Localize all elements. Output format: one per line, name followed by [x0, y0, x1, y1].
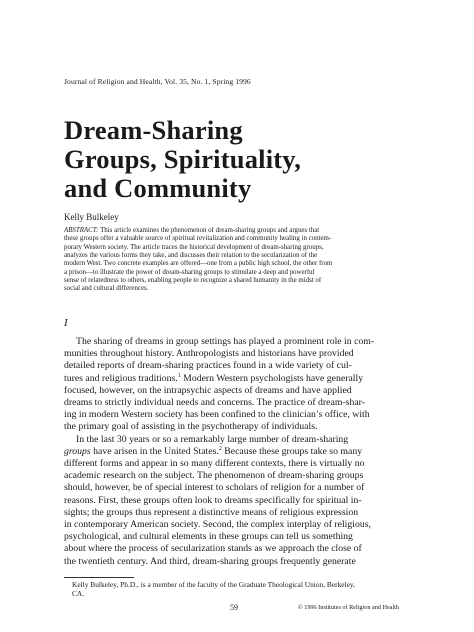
footnote-line: CA.	[72, 589, 85, 598]
body-line: the primary goal of assisting in the psychotherapy of individuals.	[64, 421, 318, 433]
body-line: the twentieth century. And third, dream-sharing groups frequently generate	[64, 555, 356, 567]
body-line: dreams to strictly individual needs and concerns. The practice of dream-shar-	[64, 397, 365, 409]
abstract-line: a prison—to illustrate the power of dream-sharing groups to stimulate a deep and powerful	[64, 268, 315, 276]
article-title	[64, 116, 424, 203]
author-name: Kelly Bulkeley	[64, 212, 119, 222]
footnote-ref[interactable]: 1	[177, 372, 181, 379]
body-line: tures and religious traditions.$^1$ Modern Western psychologists have generally	[64, 372, 364, 384]
body-line: The sharing of dreams in group settings has played a prominent role in com-	[76, 336, 375, 347]
body-line: focused, however, on the intrapsychic aspects of dreams and have applied	[64, 384, 352, 396]
journal-citation: Journal of Religion and Health, Vol. 35, No. 1, Spring 1996	[64, 77, 251, 86]
body-line: different forms and appear in so many different contexts, there is virtually no	[64, 458, 365, 470]
abstract-line: analyzes the various forms they take, and discusses their relation to the secularization of the	[64, 252, 318, 260]
body-line: reasons. First, these groups often look to dreams specifically for spiritual in-	[64, 494, 362, 506]
body-line: in contemporary American society. Second, the complex interplay of religious,	[64, 519, 371, 531]
abstract-line: social and cultural differences.	[64, 285, 149, 293]
body-line: groups have arisen in the United States.$^2$ Because these groups take so many	[64, 445, 363, 457]
body-line: munities throughout history. Anthropologists and historians have provided	[64, 348, 354, 360]
body-line: sights; the groups thus represent a distinctive means of religious expression	[64, 506, 359, 518]
author-footnote	[64, 580, 416, 598]
footnote-ref[interactable]: 2	[218, 445, 222, 452]
title-line-2: Groups, Spirituality,	[64, 144, 302, 174]
abstract-label: ABSTRACT:	[64, 227, 99, 234]
copyright-notice: © 1996 Institutes of Religion and Health	[298, 604, 399, 611]
body-text	[64, 336, 424, 568]
title-line-1: Dream-Sharing	[64, 115, 243, 145]
body-line: In the last 30 years or so a remarkably large number of dream-sharing	[76, 433, 349, 445]
title-line-3: and Community	[64, 173, 252, 203]
body-line: academic research on the subject. The phenomenon of dream-sharing groups	[64, 470, 364, 482]
body-line: ing in modern Western society has been confined to the clinician’s office, with	[64, 409, 370, 421]
body-line: should, however, be of special interest to scholars of religion for a number of	[64, 482, 365, 494]
page-number: 59	[230, 603, 238, 612]
body-line: detailed reports of dream-sharing practices found in a wide variety of cul-	[64, 360, 352, 372]
abstract-line: modern West. Two concrete examples are offered—one from a public high school, the other from	[64, 260, 333, 268]
body-line: psychological, and cultural elements in these groups can tell us something	[64, 531, 353, 543]
emphasis-groups: groups	[64, 445, 91, 457]
abstract-line: these groups offer a valuable source of spiritual revitalization and community healing in contem-	[64, 235, 332, 243]
body-line: about where the process of secularization stands as we approach the close of	[64, 543, 362, 555]
footnote-divider	[64, 577, 134, 578]
abstract-line: sense of relatedness to others, enabling people to recognize a shared humanity in the midst of	[64, 277, 322, 285]
footnote-line: Kelly Bulkeley, Ph.D., is a member of the faculty of the Graduate Theological Union, Berkeley,	[72, 580, 355, 589]
abstract	[64, 227, 416, 294]
section-heading: I	[64, 317, 68, 329]
abstract-line: ABSTRACT: This article examines the phenomenon of dream-sharing groups and argues that	[64, 227, 320, 234]
abstract-line: porary Western society. The article traces the historical development of dream-sharing groups,	[64, 243, 324, 251]
